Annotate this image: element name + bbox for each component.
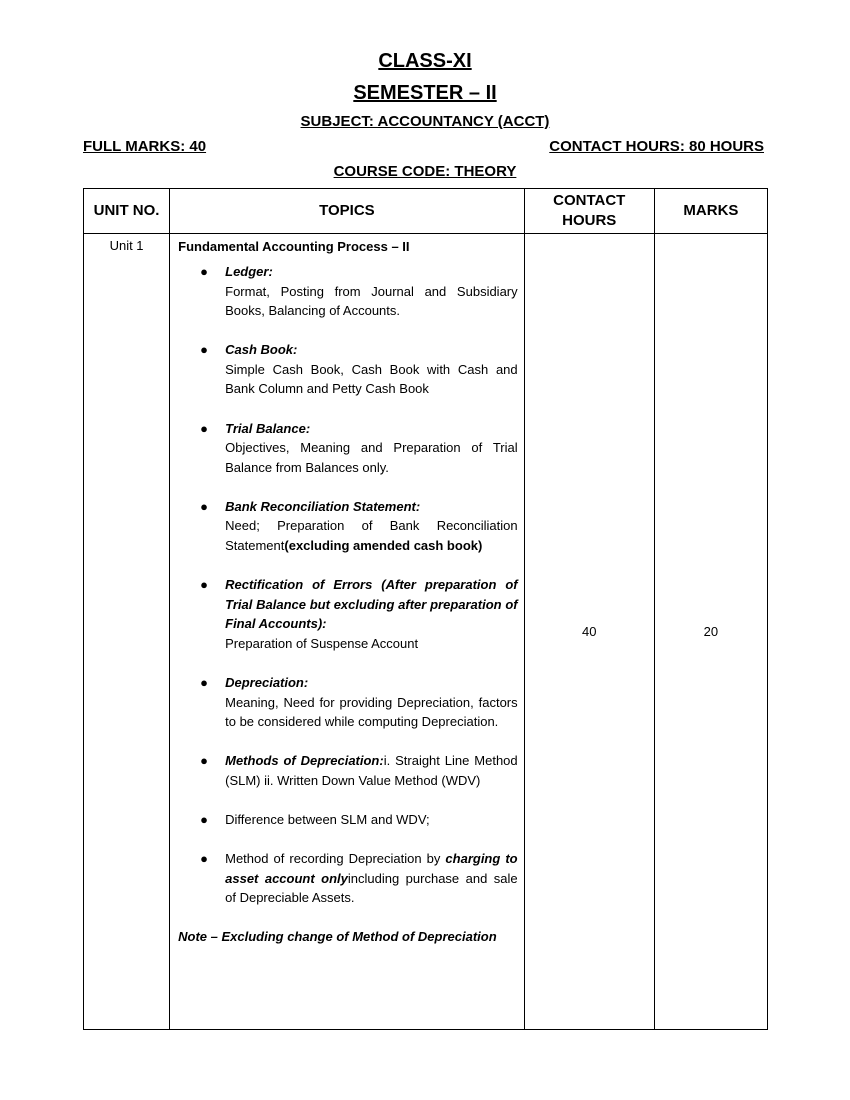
topic-title: Methods of Depreciation: xyxy=(225,753,384,769)
marks-cell: 20 xyxy=(654,234,767,1030)
full-marks: FULL MARKS: 40 xyxy=(83,138,207,155)
header-contact-hours xyxy=(524,189,654,234)
topic-title: Ledger: xyxy=(225,264,273,279)
topic-trial-balance xyxy=(178,419,518,478)
semester-title: SEMESTER – II xyxy=(353,82,497,104)
header-marks: MARKS xyxy=(654,189,767,234)
contact-hours-cell: 40 xyxy=(524,234,654,1030)
contact-hours: CONTACT HOURS: 80 HOURS xyxy=(549,138,764,155)
subject-title: SUBJECT: ACCOUNTANCY (ACCT) xyxy=(300,113,550,130)
topic-text: Objectives, Meaning and Preparation of Trial Balance from Balances only. xyxy=(225,440,518,475)
topic-text: Preparation of Suspense Account xyxy=(225,635,419,651)
topics-list xyxy=(178,262,518,908)
header-contact-hours-line1: CONTACT xyxy=(553,191,626,209)
topic-prefix: Method of recording Depreciation by xyxy=(225,851,446,867)
topic-bold-part: charging to asset account only xyxy=(225,851,518,886)
topic-title: Rectification of Errors (After preparation of Trial Balance but excluding after preparation of Final Accounts): xyxy=(225,577,518,632)
class-title: CLASS-XI xyxy=(378,50,472,72)
topic-bank-reconciliation xyxy=(178,497,518,556)
course-code: COURSE CODE: THEORY xyxy=(333,163,517,180)
topic-bold-suffix: (excluding amended cash book) xyxy=(284,538,483,554)
table-row xyxy=(84,234,768,1030)
syllabus-table xyxy=(83,188,768,1030)
header-contact-hours-line2: HOURS xyxy=(562,212,617,229)
topic-text: Need; Preparation of Bank Reconciliation Statement xyxy=(225,518,518,554)
topics-cell xyxy=(170,234,525,1030)
unit-cell: Unit 1 xyxy=(84,234,170,1030)
header-topics: TOPICS xyxy=(170,189,525,234)
topic-title: Bank Reconciliation Statement: xyxy=(225,498,421,514)
topic-text: Meaning, Need for providing Depreciation, factors to be considered while computing Depreciation. xyxy=(225,694,518,730)
bullet-icon: ● xyxy=(200,753,208,769)
bullet-icon: ● xyxy=(200,675,208,690)
topic-recording-depreciation xyxy=(178,849,518,908)
header-unit-no: UNIT NO. xyxy=(84,189,170,234)
topic-title: Depreciation: xyxy=(225,675,309,690)
topic-title: Trial Balance: xyxy=(225,420,311,436)
topic-slm-vs-wdv xyxy=(178,810,518,830)
bullet-icon: ● xyxy=(200,264,208,279)
topic-cash-book xyxy=(178,340,518,399)
bullet-icon: ● xyxy=(200,577,208,593)
topic-ledger xyxy=(178,262,518,321)
topic-depreciation xyxy=(178,673,518,732)
bullet-icon: ● xyxy=(200,420,208,436)
topic-text: Simple Cash Book, Cash Book with Cash and Bank Column and Petty Cash Book xyxy=(225,361,518,397)
topic-text: i. Straight Line Method (SLM) ii. Written Down Value Method (WDV) xyxy=(225,753,518,788)
topic-methods-of-depreciation xyxy=(178,751,518,790)
note: Note – Excluding change of Method of Depreciation xyxy=(178,929,497,945)
bullet-icon: ● xyxy=(200,811,208,827)
topic-text: Difference between SLM and WDV; xyxy=(225,811,430,827)
unit-heading: Fundamental Accounting Process – II xyxy=(178,239,410,254)
table-header-row xyxy=(84,189,768,234)
topic-text: including purchase and sale of Depreciable Assets. xyxy=(225,870,518,906)
topic-text: Format, Posting from Journal and Subsidiary Books, Balancing of Accounts. xyxy=(225,283,518,319)
bullet-icon: ● xyxy=(200,851,208,867)
topic-rectification-of-errors xyxy=(178,575,518,653)
topic-title: Cash Book: xyxy=(225,342,298,358)
bullet-icon: ● xyxy=(200,498,208,514)
bullet-icon: ● xyxy=(200,342,208,358)
